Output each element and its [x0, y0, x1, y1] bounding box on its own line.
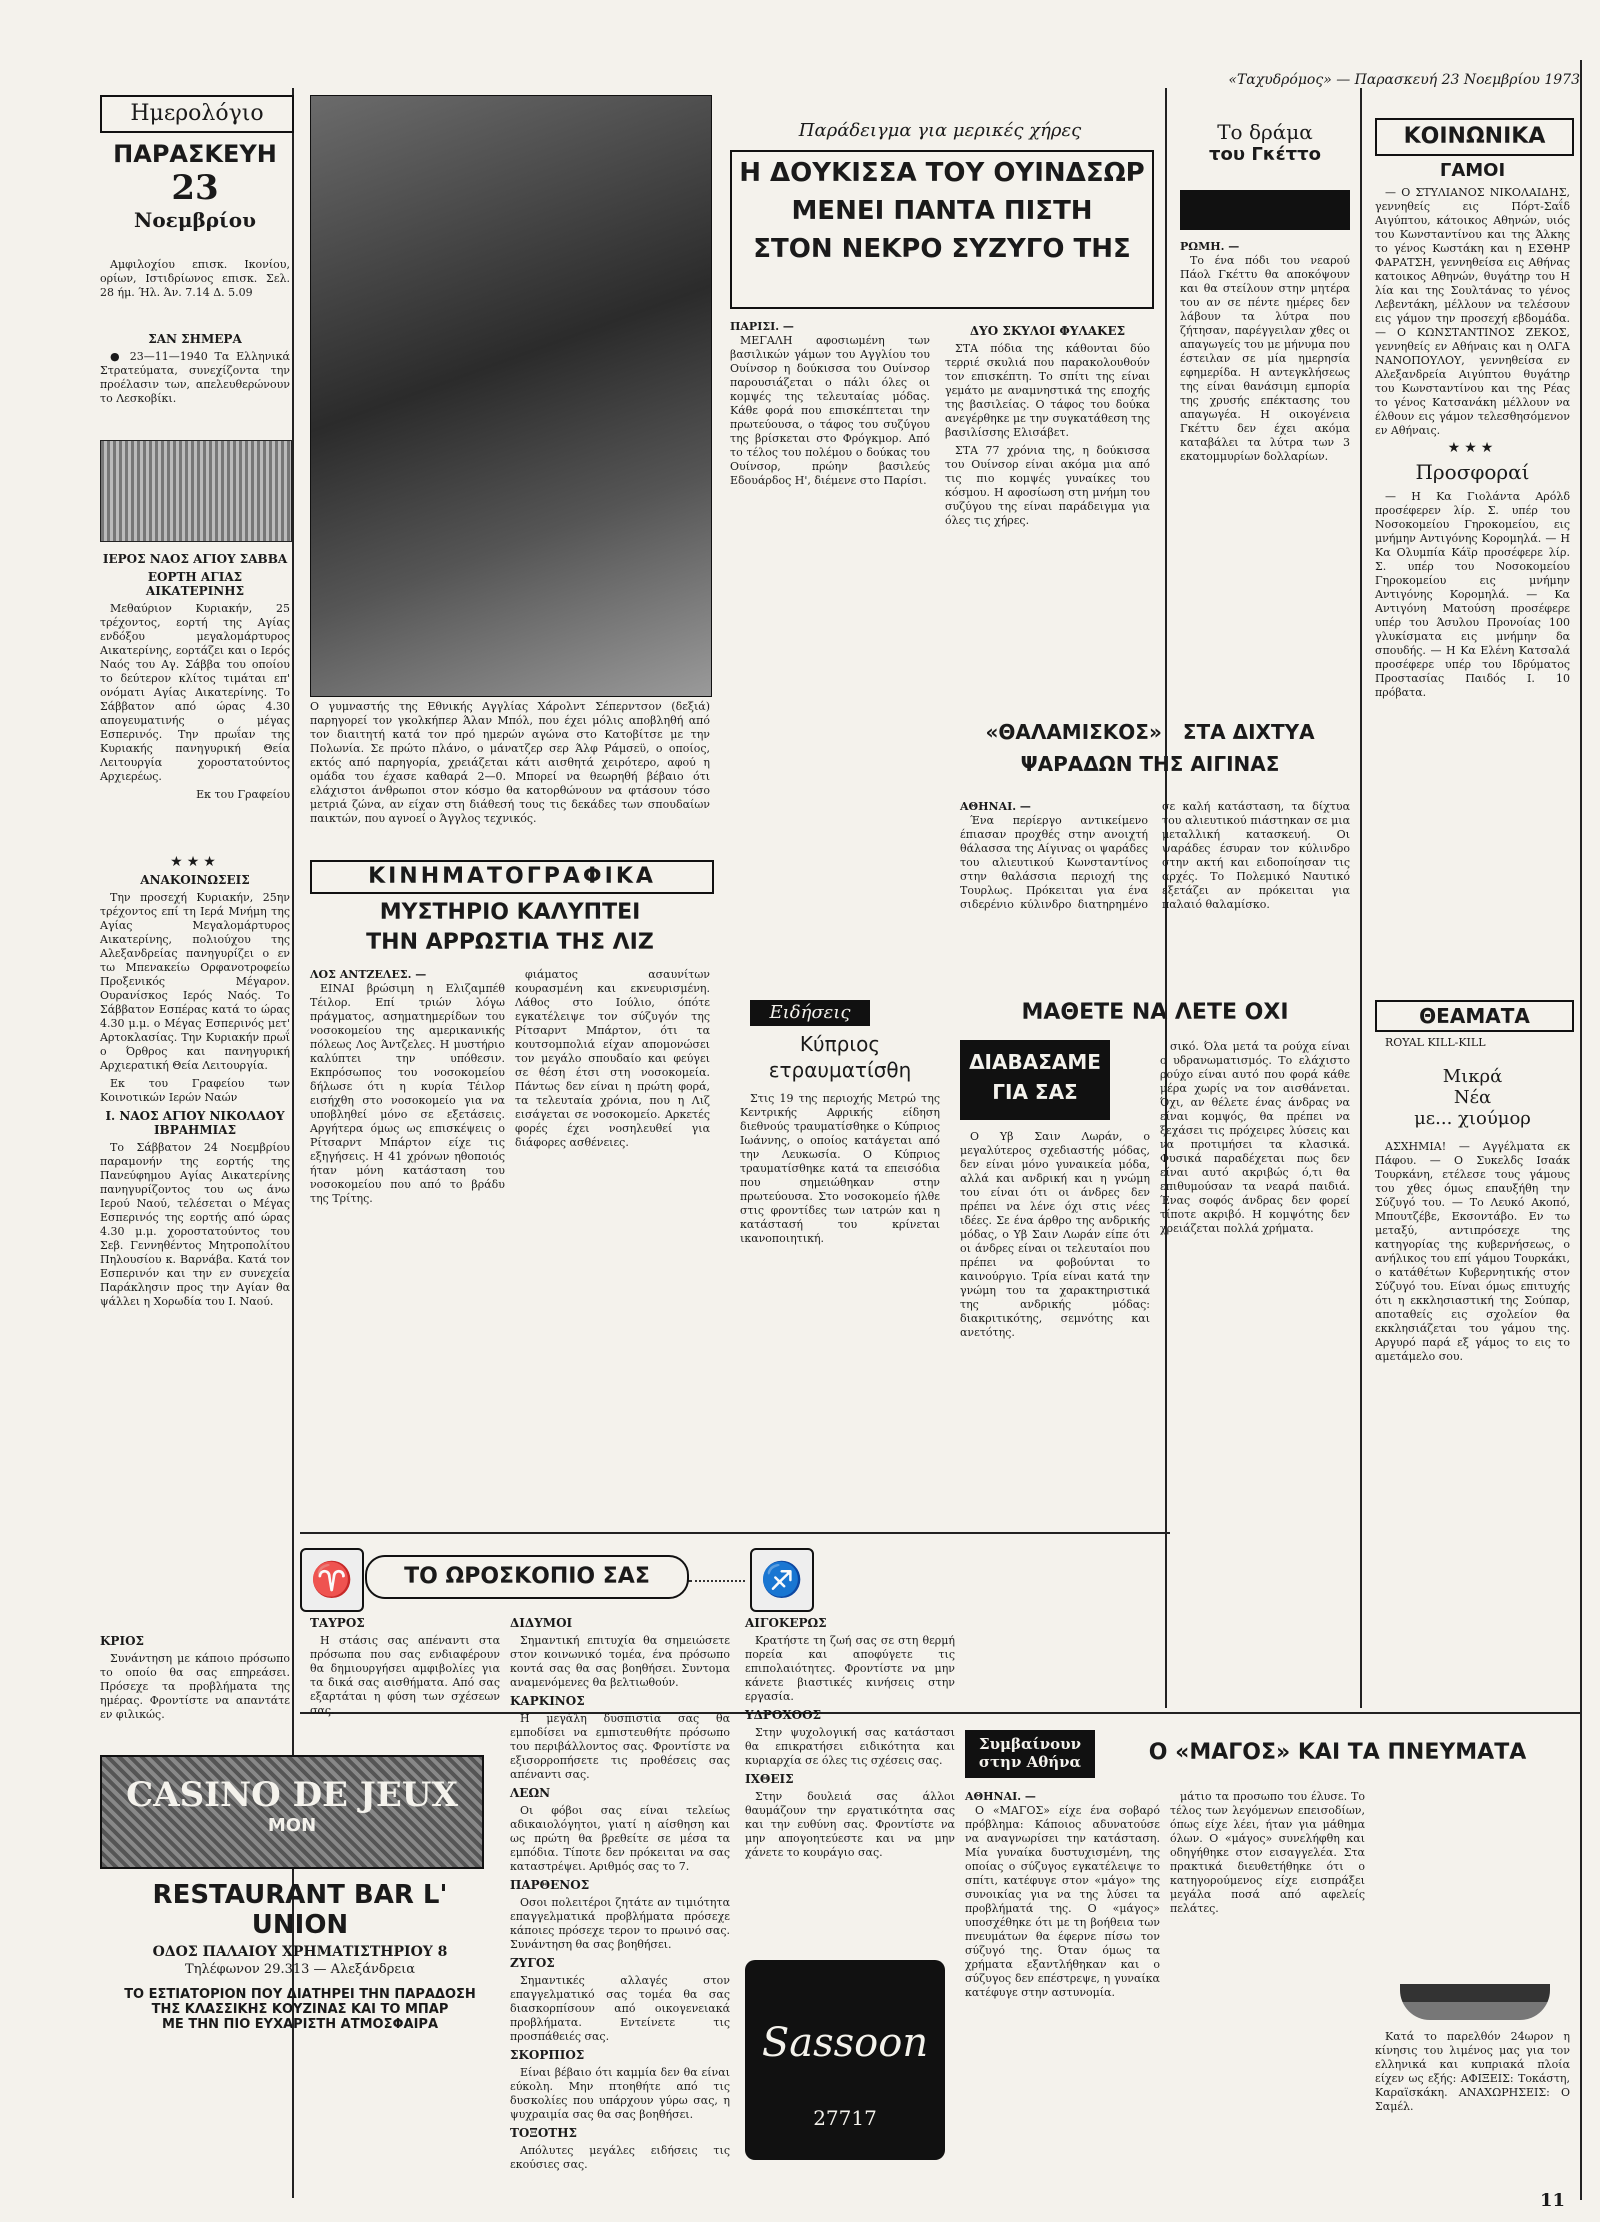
calendar-header: [100, 95, 294, 133]
say-no-text-col-b: [1160, 1040, 1350, 1525]
sign-text: Σημαντική επιτυχία θα σημειώσετε στον κοινωνικό τομέα, ένα πρόσωπο κοντά σας θα σας βοηθήσει. Συντομα αναμενόμενες θα βελτιωθούν.: [510, 1634, 730, 1689]
sign-text: Στην δουλειά σας άλλοι θαυμάζουν την εργατικότητα σας και την ευθύνη σας. Φροντίστε να μην απογοητεύεστε και να μην χάνετε το κουράγιο σας.: [745, 1790, 955, 1859]
masthead: «Ταχυδρόμος» — Παρασκευή 23 Νοεμβρίου 1973: [1228, 72, 1580, 88]
restaurant-slogan-2: ΤΗΣ ΚΛΑΣΣΙΚΗΣ ΚΟΥΖΙΝΑΣ ΚΑΙ ΤΟ ΜΠΑΡ: [151, 2002, 449, 2017]
sign-text: Κρατήστε τη ζωή σας σε στη θερμή πορεία και αποφύγετε τις επιπολαιότητες. Φροντίστε να μην κάνετε βιαστικές κινήσεις στην εργασία.: [745, 1634, 955, 1703]
zodiac-sagittarius-icon: ♐: [750, 1548, 814, 1612]
duchess-dateline: ΠΑΡΙΣΙ. —: [730, 320, 794, 333]
horoscope-col-1: [100, 1630, 290, 1721]
horoscope-col-4: [745, 1612, 955, 1952]
sign-name: ΚΡΙΟΣ: [100, 1634, 145, 1648]
small-news-head-2: Νέα: [1453, 1087, 1492, 1108]
cyprus-label: Ειδήσεις: [750, 1000, 870, 1026]
small-news-head-3: με... χιούμορ: [1414, 1108, 1531, 1129]
sign-name: ΠΑΡΘΕΝΟΣ: [510, 1878, 590, 1892]
sign-text: Είναι βέβαιο ότι καμμία δεν θα είναι εύκολη. Μην πτοηθήτε από τις δυσκολίες που υπάρχουν γύρω σας, η ψυχραιμία σας θα σας βοηθήσει.: [510, 2066, 730, 2121]
sign-name: ΖΥΓΟΣ: [510, 1956, 555, 1970]
horoscope-banner: [365, 1555, 689, 1599]
cinema-text-col-b: [515, 968, 710, 1518]
sign-name: ΣΚΟΡΠΙΟΣ: [510, 2048, 585, 2062]
cinema-section-banner: [310, 860, 714, 894]
theatre-col: [1375, 1036, 1570, 1060]
calendar-date-box: [100, 140, 290, 250]
cinema-text-a: ΕΙΝΑΙ βρώσιμη η Ελιζαμπέθ Τέιλορ. Επί τριών λόγω πράγματος, ασηματημερίδων του νοσοκομείου της αμερικανικής πόλεως Λος Άντζελες. Η μυστήριο καλύπτει την υπόθεσιν. Εκπρόσωπος του νοσοκομείου δήλωσε ότι η κυρία Τέιλορ εισήχθη στο νοσοκομείο για να υποβληθεί μόνο σε εξετάσεις. Αργήτερα όμως ως επισκέψεις ο Ρίτσαρντ Μπάρτον είχε τις εξηγήσεις. Η 41 χρόνων ηθοποιός ήταν μόνη κατάσταση του νοσοκομείου που από το βράδυ της Τρίτης.: [310, 982, 505, 1205]
calendar-section-title: Ημερολόγιο: [130, 101, 264, 126]
separator-stars: ★★★: [1447, 440, 1498, 456]
restaurant-ad: [100, 1880, 500, 2030]
cinema-text-col-a: [310, 968, 505, 1518]
duchess-headline-box: [730, 150, 1154, 309]
column-rule: [1360, 88, 1362, 1708]
offers-col: [1375, 490, 1570, 990]
mage-dateline: ΑΘΗΝΑΙ. —: [965, 1790, 1036, 1803]
saints-text: Αμφιλοχίου επισκ. Ικονίου, ορίων, Ιστιδρίωνος επισκ. Σελ. 28 ήμ. Ήλ. Άν. 7.14 Δ. 5.09: [100, 258, 290, 299]
sign-name: ΚΑΡΚΙΝΟΣ: [510, 1694, 585, 1708]
weddings-col: [1375, 186, 1570, 436]
sign-text: Απόλυτες μεγάλες ειδήσεις τις εκούσιες σας.: [510, 2144, 730, 2171]
offers-text: — Η Κα Γιολάντα Αρόλδ προσέφερεν λίρ. Σ. υπέρ του Νοσοκομείου Γηροκομείου, εις μνήμην Αντιγόνης Κορομηλά. — Η Κα Ολυμπία Κάϊρ προσέφερε λίρ. Σ. υπέρ του Νοσοκομείου Γηροκομείου εις μνήμην Αντιγόνης Κορομηλά. — Κα Αντιγόνη Ματούση προσέφερε υπέρ του Άσυλου Προνοίας 100 γλυκίσματα εις μνήμην δα σπουδής. — Η Κα Ελένη Κατσαλά προσέφερε υπέρ του Ιδρύματος Προστασίας Παιδός Ι. 10 πρόβατα.: [1375, 490, 1570, 699]
ship-illustration: [1400, 1960, 1550, 2020]
cyprus-headline-1: Κύπριος: [799, 1032, 881, 1056]
sign-name: ΛΕΩΝ: [510, 1786, 551, 1800]
social-banner: [1375, 118, 1574, 156]
sign-text: Η μεγάλη δυσπιστία σας θα εμποδίσει να εμπιστευθήτε πρόσωπο του περιβάλλοντος σας. Φροντίστε να εξισορροπήσετε τις προθέσεις σας απέναντι σας.: [510, 1712, 730, 1781]
today-heading: ΣΑΝ ΣΗΜΕΡΑ: [148, 332, 242, 346]
calendar-saints: [100, 258, 290, 318]
sassoon-name: Sassoon: [761, 2020, 929, 2066]
fishermen-text: Ένα περίεργο αντικείμενο έπιασαν προχθές στην ανοιχτή θάλασσα της Αίγινας οι ψαράδες του αλιευτικού Κωνσταντίνος στην θαλάσσια περιοχή της Τουρλως. Πρόκειται για ένα σιδερένιο κύλινδρο διατηρημένο σε καλή κατάσταση, τα δίχτυα του αλιευτικού πιάστηκαν σε μια μεταλλική κατασκευή. Οι ψαράδες έσυραν τον κύλινδρο στην ακτή και ειδοποίησαν τις αρχές. Το Πολεμικό Ναυτικό εξετάζει αν πρόκειται για παλαιό θαλαμίσκο.: [960, 800, 1350, 911]
football-photo-caption: Ο γυμναστής της Εθνικής Αγγλίας Χάρολντ Σέπερντσον (δεξιά) παρηγορεί τον γκολκήπερ Άλαν Μπόλ, που έχει μόλις αποβληθή από τον διαιτητή κατά τον πρό ημερών αγώνα στο Κατοβίτσε με την Πολωνία. Σε πρώτο πλάνο, ο μάνατζερ σερ Άλφ Ράμσεϋ, ο οποίος, εκτός από παρηγορία, χρειάζεται κάτι αισθητά χειρότερο, αφού η ομάδα του έχασε καθαρά 2—0. Μπορεί να θεωρηθή βέβαιο ότι ελάχιστοι άνθρωποι στον κόσμο θα κατορθώνουν να φτάσουν τόσο μετριά ζώνα, αν είχαν στη διάθεσή τους τις δεκάδες των σπουδαίων παικτών, που αγνοεί ο Άγγλος τεχνικός.: [310, 700, 710, 825]
fishermen-headline-line1: [960, 720, 1340, 744]
cyprus-headline-2: ετραυματίσθη: [768, 1058, 912, 1082]
church1-subheading: ΕΟΡΤΗ ΑΓΙΑΣ ΑΙΚΑΤΕΡΙΝΗΣ: [145, 570, 245, 598]
football-photo: [310, 95, 712, 697]
theatre-text: ROYAL KILL-KILL: [1385, 1036, 1486, 1049]
cyprus-text-col: [740, 1092, 940, 1522]
calendar-day: ΠΑΡΑΣΚΕΥΗ: [113, 140, 277, 168]
office-signature: Εκ του Γραφείου: [196, 788, 290, 801]
read-for-you-box: [960, 1040, 1110, 1120]
read-for-you-line1: ΔΙΑΒΑΣΑΜΕ: [969, 1050, 1101, 1074]
athens-tag: [965, 1730, 1095, 1778]
fishermen-headline-box: [960, 720, 1340, 790]
cinema-headline-1: ΜΥΣΤΗΡΙΟ ΚΑΛΥΠΤΕΙ: [379, 900, 641, 925]
horoscope-col-3: [510, 1612, 730, 2212]
small-news-col: [1375, 1140, 1570, 1700]
office2-signature: Εκ του Γραφείου των Κοινοτικών Ιερών Ναών: [100, 1077, 290, 1104]
fishermen-headline-1: ΣΤΑ ΔΙΧΤΥΑ: [1182, 720, 1315, 744]
mage-headline: Ο «ΜΑΓΟΣ» ΚΑΙ ΤΑ ΠΝΕΥΜΑΤΑ: [1148, 1740, 1527, 1765]
notices-text: Την προσεχή Κυριακήν, 25ην τρέχοντος επί τη Ιερά Μνήμη της Αγίας Μεγαλομάρτυρος Αικατερίνης, πολιούχου της Αλεξανδρείας πανηγυρίζει ο εν τω Μπενακείω Ορφανοτροφείω Προξενικός Μέγαρον. Ουρανίσκος Ιερός Ναός. Το Σάββατον Εσπέρας κατά το ώρας 4.30 μ.μ. ο Μέγας Εσπερινός μετ' Αρτοκλασίας. Την Κυριακήν πρωΐ ο Όρθρος και πανηγυρική Αρχιερατική Θεία Λειτουργία.: [100, 891, 290, 1072]
duchess-col-b: [945, 320, 1150, 700]
weddings-heading: ΓΑΜΟΙ: [1439, 160, 1506, 181]
duchess-text-c: ΣΤΑ 77 χρόνια της, η δούκισσα του Ουίνσορ είναι ακόμα μια από τις πιο κομψές γυναίκες του κόσμου. Η αφοσίωση στη μνήμη του συζύγου της είναι παράδειγμα για όλες τις χήρες.: [945, 444, 1150, 527]
notices-heading: ΑΝΑΚΟΙΝΩΣΕΙΣ: [140, 873, 250, 887]
theatre-heading: ΘΕΑΜΑΤΑ: [1419, 1004, 1530, 1028]
duchess-headline-1: Η ΔΟΥΚΙΣΣΑ ΤΟΥ ΟΥΙΝΔΣΩΡ: [739, 158, 1145, 188]
horoscope-title: ΤΟ ΩΡΟΣΚΟΠΙΟ ΣΑΣ: [404, 1564, 650, 1589]
sign-text: Οι φόβοι σας είναι τελείως αδικαιολόγητοι, γιατί η αίσθηση και ως πρώτη θα βρεθείτε σε μέσα τα εμπόδια. Τίποτε δεν πρόκειται να σας καταστρέψει. Αριθμός σας το 7.: [510, 1804, 730, 1873]
sign-name: ΔΙΔΥΜΟΙ: [510, 1616, 573, 1630]
mage-text-col-b: [1170, 1790, 1365, 2200]
small-news-heading: [1375, 1066, 1570, 1129]
small-news-head-1: Μικρά: [1442, 1066, 1503, 1087]
horoscope-dotted-rule: [690, 1580, 745, 1582]
church2-text: Το Σάββατον 24 Νοεμβρίου παραμονήν της εορτής της Πανεύφημου Αγίας Αικατερίνης πανηγυρίζοντος του ως άνω Ιερού Ναού, τελέσεται ο Μέγας Εσπερινός της εορτής από ώρας 4.30 μ.μ. χοροστατούντος του Σεβ. Γεννηθέντος Μητροπολίτου Πηλουσίου κ. Βαρνάβα. Κατά τον Εσπερινόν και την εν συνεχεία Παράκλησιν προς την Αγίαν θα ψάλλει η Χορωδία του Ι. Ναού.: [100, 1141, 290, 1308]
page-number: 11: [1540, 2190, 1566, 2211]
athens-tag-1: Συμβαίνουν: [979, 1735, 1081, 1753]
ghetto-text: Το ένα πόδι του νεαρού Πάολ Γκέττυ θα αποκόψουν και θα στείλουν στην μητέρα του αν σε πέντε ημέρες δεν λάβουν τα λύτρα που ζήτησαν, παρέγγειλαν χθες οι απαγωγείς του με μήνυμα που έστειλαν σε μία ημερησία εφημερίδα. Η αντεγκλήσεως της είναι θανάσιμη εμπορία της χρυσής επέκτασης του απαγωγέα. Η οικογένεια Γκέττυ δεν έχει ακόμα καταβάλει τα λύτρα των 3 εκατομμυρίων δολλαρίων.: [1180, 254, 1350, 463]
sign-text: Η στάσις σας απέναντι στα πρόσωπα που σας ενδιαφέρουν θα δημιουργήσει αμφιβολίες για τα δικά σας αισθήματα. Από σας εξαρτάται η φύση των σχέσεων σας.: [310, 1634, 500, 1717]
say-no-headline: ΜΑΘΕΤΕ ΝΑ ΛΕΤΕ ΟΧΙ: [1021, 1000, 1289, 1025]
offers-heading: Προσφοραί: [1415, 460, 1530, 484]
section-rule: [300, 1532, 1170, 1534]
restaurant-name: RESTAURANT BAR L' UNION: [152, 1880, 448, 1940]
mage-text: Ο «ΜΑΓΟΣ» είχε ένα σοβαρό πρόβλημα: Κάποιος αδυνατούσε να αναγνωρίσει την κατάσταση. Μία γυναίκα δυστυχισμένη, της οποίας ο σύζυγος εγκατέλειψε το σπίτι, κατέφυγε στον «μάγο» της συνοικίας για να της λύσει τα προβλήματά της. Ο «μάγος» υποσχέθηκε ότι με τη βοήθεια των πνευμάτων θα έφερνε πίσω τον σύζυγό της. Όταν όμως τα χρήματα εξαντλήθηκαν και ο σύζυγος δεν επέστρεψε, η γυναίκα κατέφυγε στην αστυνομία.: [965, 1804, 1160, 1999]
duchess-col-a: [730, 320, 930, 700]
theatre-banner: [1375, 1000, 1574, 1032]
fishermen-text-col: [960, 800, 1350, 990]
calendar-month: Νοεμβρίου: [134, 208, 256, 232]
read-for-you-line2: ΓΙΑ ΣΑΣ: [992, 1080, 1078, 1104]
sign-name: ΥΔΡΟΧΟΟΣ: [745, 1708, 822, 1722]
cinema-section-title: ΚΙΝΗΜΑΤΟΓΡΑΦΙΚΑ: [368, 864, 656, 889]
harbour-col: [1375, 2030, 1570, 2200]
ghetto-headline-box: [1180, 120, 1350, 180]
sign-name: ΙΧΘΕΙΣ: [745, 1772, 794, 1786]
sign-text: Στην ψυχολογική σας κατάστασι θα επικρατήσει ειδικότητα και κυριαρχία σε όλες τις σχέσεις σας.: [745, 1726, 955, 1767]
sign-text: Οσοι πολειτέροι ζητάτε αν τιμιότητα επαγγελματικά προβλήματα πρόσεχε κάποιες πρόσεχε τερον το πρωινό σας. Συνάντηση θα σας βοηθήσει.: [510, 1896, 730, 1951]
sassoon-phone: 27717: [813, 2106, 877, 2130]
sign-text: Συνάντηση με κάποιο πρόσωπο το οποίο θα σας επηρεάσει. Πρόσεχε τα προβλήματα της ημέρας. Φροντίστε να απαντάτε εν φιλικώς.: [100, 1652, 290, 1721]
cinema-dateline: ΛΟΣ ΑΝΤΖΕΛΕΣ. —: [310, 968, 427, 981]
casino-ad-sub: MON: [267, 1815, 317, 1836]
cyprus-text: Στις 19 της περιοχής Μετρώ της Κεντρικής Αφρικής είδηση διεθνούς τραυματίσθηκε ο Κύπριος Ιωάννης, ο οποίος κατάγεται από την Λευκωσία. Ο Κύπριος τραυματίσθηκε κατά τα επεισόδια που σημειώθηκαν στην πρωτεύουσα. Στο νοσοκομείο ήλθε στις φροντίδες των ιατρών και η κατάστασή του κρίνεται ικανοποιητική.: [740, 1092, 940, 1245]
ghetto-headline-1: Το δράμα: [1217, 120, 1313, 144]
calendar-church1: [100, 548, 290, 848]
say-no-text-col-a: [960, 1130, 1150, 1525]
sign-name: ΑΙΓΟΚΕΡΩΣ: [745, 1616, 827, 1630]
fishermen-headline-2: ΨΑΡΑΔΩΝ ΤΗΣ ΑΙΓΙΝΑΣ: [1020, 752, 1280, 776]
church1-text: Μεθαύριον Κυριακήν, 25 τρέχοντος, εορτή της Αγίας ενδόξου μεγαλομάρτυρος Αικατερίνης, εορτάζει και ο Ιερός Ναός του Αγ. Σάββα του οποίου το δεύτερον κλίτος τιμάται επ' ονόματι Αγίας Αικατερίνης. Το Σάββατον από ώρας 4.30 απογευματινής ο μέγας Εσπερινός. Την πρωΐαν της Κυριακής πανηγυρική Θεία Λειτουργία χοροστατούντος Αρχιερέως.: [100, 602, 290, 783]
casino-ad-title: CASINO DE JEUX: [126, 1775, 458, 1815]
weddings-text: — Ο ΣΤΥΛΙΑΝΟΣ ΝΙΚΟΛΑΙΔΗΣ, γεννηθείς εις Πόρτ-Σαΐδ Αιγύπτου, κάτοικος Αθηνών, υιός του Κωνσταντίνου και της Άλκης το γένος Κωστάκη και η ΕΣΘΗΡ ΦΑΡΑΤΣΗ, γεννηθείσα εις Αθήνας κατοικος Αθηνών, θυγάτηρ του Η λία και της Σουλτάνας το γένος Λεβεντάκη, μέλλουν να τελέσουν εις γάμον την προσεχή εβδομάδα. — Ο ΚΩΝΣΤΑΝΤΙΝΟΣ ΖΕΚΟΣ, γεννηθείς εν Αθήναις και η ΟΛΓΑ ΝΑΝΟΠΟΥΛΟΥ, γεννηθείσα εν Αλεξανδρεία Αιγύπτου θυγάτηρ του Κωνσταντίνου και της Ρέας το γένος Κατσανάκη μέλλουν να έλθουν εις γάμον τελεσθησόμενον εν Αθήναις.: [1375, 186, 1570, 437]
today-text: ● 23—11—1940 Τα Ελληνικά Στρατεύματα, συνεχίζοντα την προέλασιν των, απελευθερώνουν το Λεσκοβίκι.: [100, 350, 290, 405]
zodiac-aries-icon: ♈: [300, 1548, 364, 1612]
restaurant-slogan-3: ΜΕ ΤΗΝ ΠΙΟ ΕΥΧΑΡΙΣΤΗ ΑΤΜΟΣΦΑΙΡΑ: [161, 2017, 439, 2032]
column-rule: [1580, 60, 1582, 2200]
restaurant-address: ΟΔΟΣ ΠΑΛΑΙΟΥ ΧΡΗΜΑΤΙΣΤΗΡΙΟΥ 8: [152, 1944, 448, 1960]
church2-heading: Ι. ΝΑΟΣ ΑΓΙΟΥ ΝΙΚΟΛΑΟΥ ΙΒΡΑΗΜΙΑΣ: [105, 1109, 285, 1137]
say-no-text: Ο Υβ Σαιν Λωράν, ο μεγαλύτερος σχεδιαστής μόδας, δεν είναι μόνο γυναικεία μόδα, αλλά και ανδρική και η γνώμη του είναι ότι οι άνδρες δεν πρέπει να λένε όχι στις νέες ιδέες. Σε ένα άρθρο της ανδρικής μόδας, ο Υβ Σαιν Λωράν είπε ότι οι άνδρες είναι οι τελευταίοι που πρέπει να φοβούνται το καινούργιο. Τρία είναι κατά την γνώμη του τα χαρακτηριστικά της ανδρικής μόδας: διακριτικότης, σεμνότης και ανετότης.: [960, 1130, 1150, 1339]
fishermen-kicker: «ΘΑΛΑΜΙΣΚΟΣ»: [985, 720, 1162, 744]
calendar-date: 23: [171, 168, 219, 208]
horoscope-col-2: [310, 1612, 500, 1717]
mage-text-b: μάτιο τα προσωπο του έλυσε. Το τέλος των λεγόμενων επεισοδίων, όπως είχε λέει, ήταν για μάθημα όλων. Ο «μάγος» συνελήφθη και οδηγήθηκε στον εισαγγελέα. Στα πρακτικά διευθετήθηκε ότι ο κατηγορούμενος είχε εισπράξει μεγάλα ποσά από αφελείς πελάτες.: [1170, 1790, 1365, 1915]
ghetto-dateline: ΡΩΜΗ. —: [1180, 240, 1240, 253]
ghetto-photo: [1180, 190, 1350, 230]
athens-tag-2: στην Αθήνα: [978, 1753, 1082, 1771]
cinema-headline-2: ΤΗΝ ΑΡΡΩΣΤΙΑ ΤΗΣ ΛΙΖ: [366, 930, 654, 955]
restaurant-phone: Τηλέφωνον 29.313 — Αλεξάνδρεια: [185, 1962, 415, 1977]
cinema-text-b: φιάματος ασαυνίτων κουρασμένη και εκνευρισμένη. Λάθος στο Ιούλιο, όπότε εγκατέλειψε τον σύζυγόν της Ρίτσαρντ Μπάρτον, ότι τα κουτσομπολιά είχαν απομονώσει τον μεγάλο σπουδαίο και φεύγει σε θέση έτσι στη νοσοκομεία. Πάντως δεν είναι η πρώτη φορά, τα τελευταία χρόνια, που η Λιζ εισάγεται σε νοσοκομείο. Αρκετές φορές έχει νοσηλευθεί για διάφορες ασθένειες.: [515, 968, 710, 1149]
calendar-notices: [100, 854, 290, 1308]
restaurant-slogan-1: ΤΟ ΕΣΤΙΑΤΟΡΙΟΝ ΠΟΥ ΔΙΑΤΗΡΕΙ ΤΗΝ ΠΑΡΑΔΟΣΗ: [124, 1987, 476, 2002]
duchess-text-a: ΜΕΓΑΛΗ αφοσιωμένη των βασιλικών γάμων του Αγγλίου του Ουίνσορ η δούκισσα του Ουίνσορ παρουσιάζεται ο πάλι όλες οι κομψές της τελευταίας μόδας. Κάθε φορά που επισκέπτεται την πρωτεύουσα, ο τάφος του συζύγου της βρίσκεται στο Φρόγκμορ. Από το τέλος του πολέμου ο δούκας του Ουίνσορ, πρώην βασιλεύς Εδουάρδος Η', διέμενε στο Παρίσι.: [730, 334, 930, 487]
mage-text-col-a: [965, 1790, 1160, 2200]
harbour-text: Κατά το παρελθόν 24ωρον η κίνησις του λιμένος μας για τον ελληνικά και κυπριακά πλοία είχεν ως εξής: ΑΦΙΞΕΙΣ: Τοκάστη, Καραϊσκάκη. ΑΝΑΧΩΡΗΣΕΙΣ: Ο Σαμέλ.: [1375, 2030, 1570, 2113]
fishermen-dateline: ΑΘΗΝΑΙ. —: [960, 800, 1031, 813]
duchess-headline-2: ΜΕΝΕΙ ΠΑΝΤΑ ΠΙΣΤΗ: [791, 196, 1093, 226]
church1-heading: ΙΕΡΟΣ ΝΑΟΣ ΑΓΙΟΥ ΣΑΒΒΑ: [102, 552, 288, 566]
sassoon-ad: [745, 1960, 945, 2160]
sign-name: ΤΟΞΟΤΗΣ: [510, 2126, 578, 2140]
church-engraving: [100, 440, 292, 542]
duchess-subhead: ΔΥΟ ΣΚΥΛΟΙ ΦΥΛΑΚΕΣ: [969, 324, 1126, 338]
ghetto-headline-2: του Γκέττο: [1209, 144, 1321, 165]
duchess-headline-3: ΣΤΟΝ ΝΕΚΡΟ ΣΥΖΥΓΟ ΤΗΣ: [753, 234, 1131, 264]
small-news-text: ΑΣΧΗΜΙΑ! — Αγγέλματα εκ Πάφου. — Ο Συκελδς Ισαάκ Τουρκάνη, ετέλεσε τους γάμους του χθες όμως επαυξήθη την Σύζυγό του. — Το Λευκό Ακοπό, Μπουτζέβε, Εκσοντάβο. Εν τω μεταξύ, αντιπρόσεχε της κατηγορίας της κυβερνήσεως, ο ανήλικος του επί γάμου Τουρκάκι, ο κατάθέτων Κυβερνητικής στον Σύζυγό του. Είναι όμως επιτυχής ότι η εκκλησιαστική της Σούπαρ, αποταθείς εις σχολείον θα εκκλησιάζεται του γάμου της. Αργυρό παρά εξ γάμος το εις το αμετάμελο σου.: [1375, 1140, 1570, 1363]
ghetto-text-col: [1180, 240, 1350, 700]
duchess-text-b: ΣΤΑ πόδια της κάθονται δύο τερριέ σκυλιά που παρακολουθούν τον επισκέπτη. Το σπίτι της είναι γεμάτο με αναμνηστικά της εποχής της βασιλείας. Ο τάφος του δούκα ανεγέρθηκε με την συγκατάθεση της βασιλίσσης Ελισάβετ.: [945, 342, 1150, 439]
separator-stars: ★★★: [170, 854, 220, 870]
say-no-text-b: σικό. Όλα μετά τα ρούχα είναι ο υδρανωματισμός. Το ελάχιστο ρούχο είναι αυτό που φορά κάθε μέρα χωρίς να τον αισθάνεται. Όχι, αν θέλετε ένας άνδρας να είναι κομψός, θα πρέπει να ξεχάσει τις πρόχειρες λύσεις και να προτιμήσει τα κλασικά. Φυσικά παραδέχεται πως δεν είναι αυτό ακριβώς ό,τι θα επιθυμούσαν τα νεαρά παιδιά. Ένας σοφός άνδρας δεν φορεί τίποτε ακριβό. Η κομψότης δεν χρειάζεται πολλά χρήματα.: [1160, 1040, 1350, 1235]
calendar-today: [100, 328, 290, 428]
sign-text: Σημαντικές αλλαγές στον επαγγελματικό σας τομέα θα σας διασκορπίσουν από οικογενειακά προβλήματα. Εντείνετε τις προσπάθειές σας.: [510, 1974, 730, 2043]
duchess-kicker: Παράδειγμα για μερικές χήρες: [798, 120, 1082, 141]
social-section-title: ΚΟΙΝΩΝΙΚΑ: [1403, 124, 1546, 149]
sign-name: ΤΑΥΡΟΣ: [310, 1616, 365, 1630]
casino-ad: [100, 1755, 484, 1869]
